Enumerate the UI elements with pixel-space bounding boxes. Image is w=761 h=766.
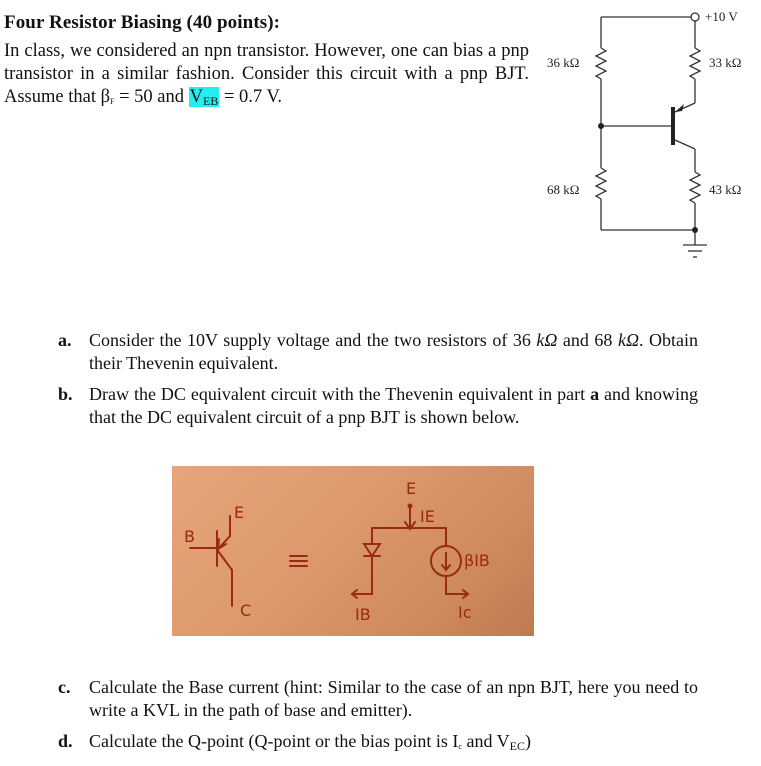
supply-label: +10 V <box>705 9 738 24</box>
sketch-label-beta-IB: βIB <box>464 551 490 570</box>
veb-subscript: EB <box>203 94 219 108</box>
part-a-text: Consider the 10V supply voltage and the two resistors of 36 kΩ and 68 kΩ. Obtain their Thevenin equivalent. <box>89 330 698 373</box>
sketch-label-B: B <box>184 527 195 546</box>
rc-label: 33 kΩ <box>709 55 742 70</box>
beta-symbol: β <box>100 87 111 107</box>
problem-intro <box>4 40 529 113</box>
beta-value: = 50 and <box>114 87 189 107</box>
re-label: 43 kΩ <box>709 182 742 197</box>
intro-text: In class, we considered an npn transistor. However, one can bias a pnp transistor in a similar fashion. Consider this circuit with a pnp BJT. Assume that <box>4 41 529 107</box>
part-c-letter: c. <box>58 677 71 697</box>
veb-highlight <box>189 87 220 107</box>
parts-ab <box>58 329 698 437</box>
part-b-letter: b. <box>58 384 73 404</box>
veb-symbol: V <box>189 87 204 107</box>
problem-title: Four Resistor Biasing (40 points): <box>4 12 281 33</box>
beta-subscript: F <box>110 97 115 106</box>
part-a-letter: a. <box>58 330 72 350</box>
sketch-label-IE: IE <box>420 507 435 526</box>
part-b <box>58 383 698 429</box>
sketch-label-C: C <box>240 601 252 620</box>
pnp-dc-equivalent-sketch <box>172 466 534 636</box>
part-a <box>58 329 698 375</box>
part-c-text: Calculate the Base current (hint: Similar to the case of an npn BJT, here you need to write a KVL in the path of base and emitter). <box>89 677 698 720</box>
part-d-letter: d. <box>58 731 73 751</box>
hand-drawn-equivalent-photo <box>172 466 534 636</box>
r2-label: 68 kΩ <box>547 182 580 197</box>
sketch-label-IC: Ic <box>458 603 472 622</box>
sketch-label-E2: E <box>406 479 417 498</box>
part-c <box>58 676 698 722</box>
r1-label: 36 kΩ <box>547 55 580 70</box>
part-d-text: Calculate the Q-point (Q-point or the bias point is $I_c$ and $V_{EC}$) <box>89 731 531 753</box>
parts-cd <box>58 676 698 766</box>
sketch-label-E: E <box>234 503 245 522</box>
part-b-text: Draw the DC equivalent circuit with the Thevenin equivalent in part a and knowing that the DC equivalent circuit of a pnp BJT is shown below. <box>89 384 698 427</box>
sketch-label-IB: IB <box>355 605 371 624</box>
veb-value: = 0.7 V. <box>219 87 283 107</box>
transistor-base-bar <box>671 107 675 145</box>
circuit-svg <box>540 0 761 270</box>
circuit-diagram <box>540 0 761 270</box>
